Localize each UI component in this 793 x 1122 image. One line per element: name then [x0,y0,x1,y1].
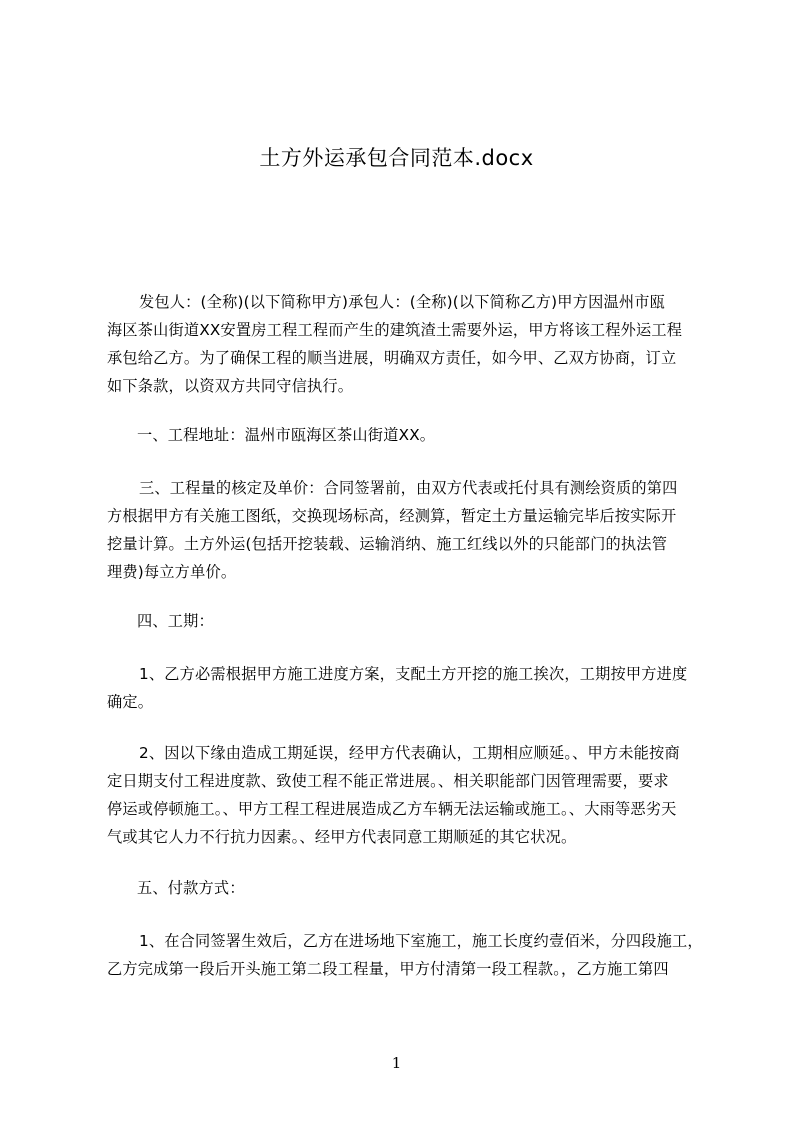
text-line: 2、因以下缘由造成工期延误，经甲方代表确认，工期相应顺延。、甲方未能按商 [139,744,680,762]
text-line: 海区茶山街道XX安置房工程工程而产生的建筑渣土需要外运，甲方将该工程外运工程 [107,321,683,339]
text-line: 五、付款方式： [137,879,245,897]
paragraph-project-address [137,421,435,449]
text-line: 如下条款，以资双方共同守信执行。 [107,377,354,395]
text-line: 承包给乙方。为了确保工程的顺当进展，明确双方责任，如今甲、乙双方协商，订立 [107,349,677,367]
document-title: 土方外运承包合同范本.docx [259,146,534,170]
section-heading-schedule [137,607,214,635]
text-line: 定日期支付工程进度款、致使工程不能正常进展。、相关职能部门因管理需要，要求 [107,772,669,790]
text-line: 停运或停顿施工。、甲方工程工程进展造成乙方车辆无法运输或施工。、大雨等恶劣天 [107,800,677,818]
paragraph-schedule-item-1 [107,660,687,716]
text-line: 发包人：(全称)(以下简称甲方)承包人：(全称)(以下简称乙方)甲方因温州市瓯 [139,293,666,311]
paragraph-preamble [107,288,682,400]
text-line: 1、乙方必需根据甲方施工进度方案，支配土方开挖的施工挨次，工期按甲方进度 [139,665,688,683]
text-line: 理费)每立方单价。 [107,563,237,581]
text-line: 1、在合同签署生效后，乙方在进场地下室施工，施工长度约壹佰米，分四段施工， [139,932,703,950]
paragraph-payment-item-1 [107,927,703,983]
text-line: 乙方完成第一段后开头施工第二段工程量，甲方付清第一段工程款。，乙方施工第四 [107,960,669,978]
text-line: 一、工程地址：温州市瓯海区茶山街道XX。 [137,426,436,444]
text-line: 确定。 [107,693,154,711]
text-line: 气或其它人力不行抗力因素。、经甲方代表同意工期顺延的其它状况。 [107,828,577,846]
page-number: 1 [391,1054,402,1072]
text-line: 方根据甲方有关施工图纸，交换现场标高，经测算，暂定土方量运输完毕后按实际开 [107,507,677,525]
text-line: 四、工期： [137,612,214,630]
paragraph-schedule-item-2 [107,739,680,851]
paragraph-quantity-price [107,474,678,586]
text-line: 三、工程量的核定及单价：合同签署前，由双方代表或托付具有测绘资质的第四 [139,479,678,497]
section-heading-payment [137,874,245,902]
text-line: 挖量计算。土方外运(包括开挖装载、运输消纳、施工红线以外的只能部门的执法管 [107,535,668,553]
